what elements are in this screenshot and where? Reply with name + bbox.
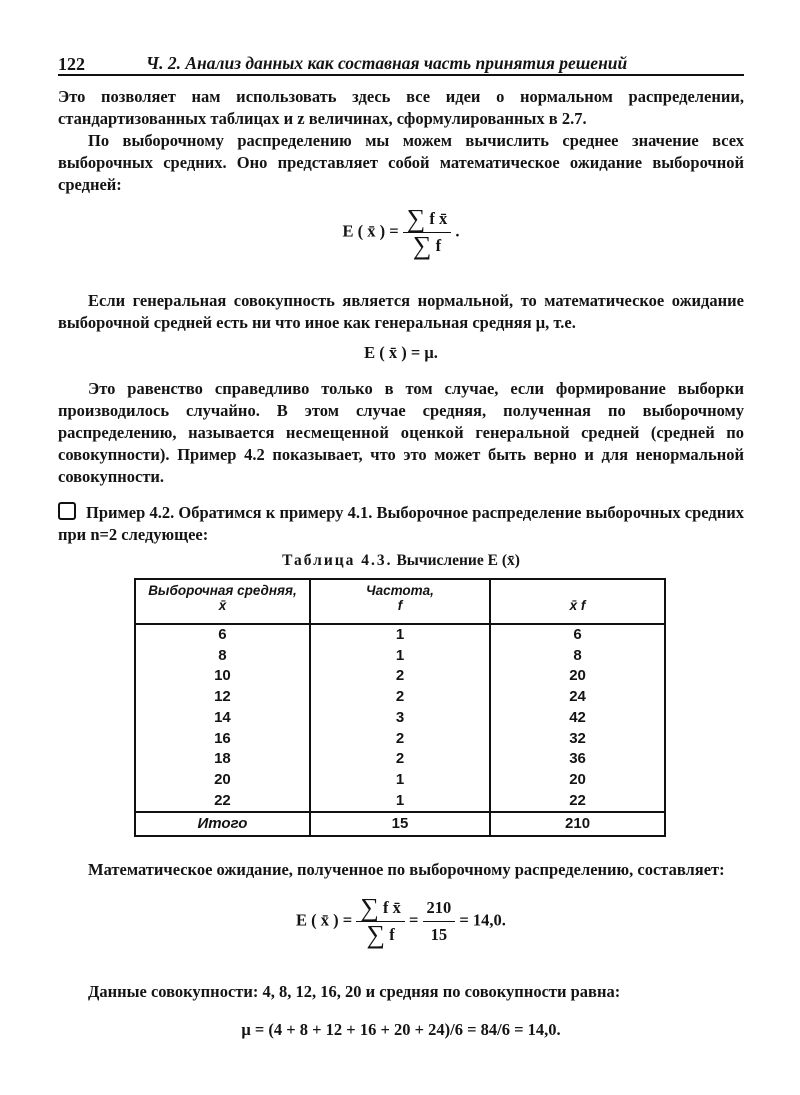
table-cell: 1 — [310, 791, 490, 813]
table-header-text: x̄ f — [569, 598, 586, 613]
formula-1-denominator: f — [435, 236, 442, 255]
formula-3-lhs: E ( x̄ ) = — [296, 910, 353, 930]
formula-equals-mu: E ( x̄ ) = μ. — [364, 343, 438, 362]
table-total-row — [135, 812, 665, 836]
table-cell: 1 — [310, 770, 490, 791]
formula-3-numerator: f x̄ — [383, 898, 401, 918]
formula-1-lhs: E ( x̄ ) = — [342, 221, 399, 241]
table-cell: 2 — [310, 749, 490, 770]
table-cell: 12 — [135, 687, 310, 708]
table-cell: 8 — [135, 646, 310, 667]
paragraph-4 — [58, 378, 744, 488]
fraction-numerator: 210 — [423, 897, 456, 922]
fraction-denominator: 15 — [430, 925, 448, 945]
table-header-text: f — [397, 598, 403, 613]
table-cell: 6 — [490, 624, 665, 646]
table-cell: 14 — [135, 708, 310, 729]
example-text: . Обратимся к примеру 4.1. Выборочное распределение выборочных средних при n=2 следующее: — [58, 503, 744, 544]
paragraph-1: Это позволяет нам использовать здесь все идеи о нормальном распределении, стандартизованных таблицах и z величинах, сформулированных в 2.7. — [58, 87, 744, 128]
paragraph-3: Если генеральная совокупность является нормальной, то математическое ожидание выборочной средней есть ни что иное как генеральная средняя μ, т.е. — [58, 291, 744, 332]
table-header-row — [135, 579, 665, 624]
table-cell: 10 — [135, 666, 310, 687]
formula-computed-expectation — [58, 893, 744, 967]
table-row — [135, 687, 665, 708]
table-cell: Итого — [135, 812, 310, 836]
checkbox-square-icon — [58, 502, 76, 520]
page-header — [58, 44, 744, 76]
table-row — [135, 791, 665, 813]
example-label: Пример 4.2 — [86, 503, 171, 522]
table-cell: 210 — [490, 812, 665, 836]
table-cell: 15 — [310, 812, 490, 836]
sigma-symbol: ∑ — [360, 893, 379, 923]
sigma-symbol: ∑ — [366, 920, 386, 950]
table-cell: 2 — [310, 666, 490, 687]
formula-3-result: = 14,0. — [459, 910, 506, 930]
sigma-symbol: ∑ — [412, 231, 432, 260]
page-number: 122 — [58, 54, 85, 74]
table-header-text: Частота, — [366, 583, 434, 598]
table-cell: 20 — [490, 666, 665, 687]
formula-3-denominator: f — [389, 925, 395, 945]
table-cell: 8 — [490, 646, 665, 667]
table-row — [135, 666, 665, 687]
table-row — [135, 749, 665, 770]
table-cell: 32 — [490, 729, 665, 750]
table-cell: 1 — [310, 624, 490, 646]
expectation-table — [134, 578, 666, 837]
table-header-text: x̄ — [218, 598, 227, 613]
formula-1-tail: . — [455, 221, 460, 241]
table-caption-prefix: Таблица 4.3. — [282, 552, 393, 569]
formula-population-mean: μ = (4 + 8 + 12 + 16 + 20 + 24)/6 = 84/6 = 14,0. — [241, 1020, 561, 1040]
table-cell: 24 — [490, 687, 665, 708]
running-title: Ч. 2. Анализ данных как составная часть принятия решений — [146, 53, 628, 73]
table-cell: 16 — [135, 729, 310, 750]
table-cell: 36 — [490, 749, 665, 770]
table-caption — [58, 550, 744, 572]
example-paragraph — [58, 502, 744, 546]
table-cell: 3 — [310, 708, 490, 729]
paragraph-4-part2: генеральной средней (средней по совокупности). Пример 4.2 показывает, что это может быть верно и для ненормальной совокупности. — [58, 423, 744, 486]
paragraph-4-part1: Это равенство справедливо только в том случае, если формирование выборки производилось случайно. В этом случае средняя, полученная по выборочному распределению, называется — [58, 379, 744, 442]
paragraph-6: Данные совокупности: 4, 8, 12, 16, 20 и средняя по совокупности равна: — [88, 982, 621, 1002]
table-header-cell — [310, 579, 490, 624]
table-row — [135, 708, 665, 729]
table-cell: 6 — [135, 624, 310, 646]
table-row — [135, 624, 665, 646]
table-row — [135, 646, 665, 667]
table-header-text: Выборочная средняя, — [148, 583, 297, 598]
table-cell: 42 — [490, 708, 665, 729]
table-row — [135, 729, 665, 750]
page — [58, 44, 744, 1041]
unbiased-estimate-term: несмещенной оценкой — [285, 423, 464, 442]
paragraph-2: По выборочному распределению мы можем вычислить среднее значение всех выборочных средних. Оно представляет собой математическое ожидание выборочной средней: — [58, 131, 744, 194]
paragraph-5: Математическое ожидание, полученное по выборочному распределению, составляет: — [88, 860, 725, 880]
table-row — [135, 770, 665, 791]
table-cell: 2 — [310, 687, 490, 708]
formula-expectation — [58, 204, 744, 278]
table-cell: 1 — [310, 646, 490, 667]
table-cell: 20 — [135, 770, 310, 791]
table-cell: 22 — [490, 791, 665, 813]
table-cell: 18 — [135, 749, 310, 770]
table-cell: 20 — [490, 770, 665, 791]
formula-3-fraction — [356, 893, 405, 950]
table-header-cell — [135, 579, 310, 624]
sigma-symbol: ∑ — [406, 204, 426, 233]
table-header-cell — [490, 579, 665, 624]
formula-3-eq: = — [409, 910, 419, 930]
table-caption-title: Вычисление E (x̄) — [396, 552, 520, 569]
table-cell: 22 — [135, 791, 310, 813]
formula-1-numerator: f x̄ — [429, 209, 448, 228]
formula-3-number-fraction — [423, 897, 456, 946]
table-cell: 2 — [310, 729, 490, 750]
formula-1-fraction — [403, 204, 452, 260]
